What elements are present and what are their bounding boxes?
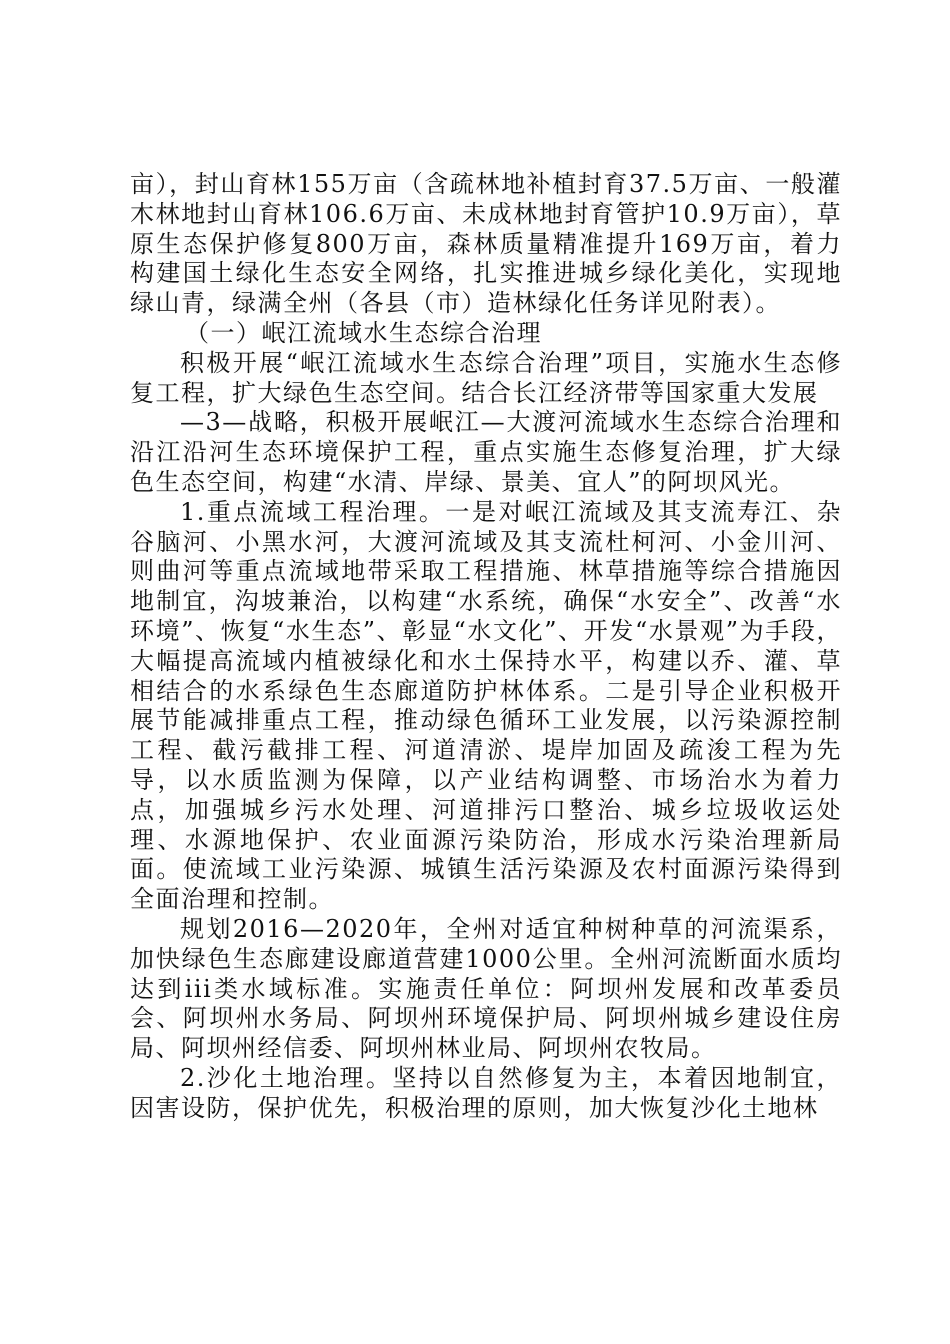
paragraph-strategy: —3—战略，积极开展岷江—大渡河流域水生态综合治理和沿江沿河生态环境保护工程，重点实施生态修复治理，扩大绿色生态空间，构建“水清、岸绿、景美、宜人”的阿坝风光。 [130, 408, 842, 496]
section-heading: （一）岷江流域水生态综合治理 [185, 318, 542, 347]
paragraph-intro: 积极开展“岷江流域水生态综合治理”项目，实施水生态修复工程，扩大绿色生态空间。结合长江经济带等国家重大发展 [130, 348, 842, 407]
paragraph-continuation: 亩），封山育林155万亩（含疏林地补植封育37.5万亩、一般灌木林地封山育林106.6万亩、未成林地封育管护10.9万亩），草原生态保护修复800万亩，森林质量精准提升169万亩，着力构建国土绿化生态安全网络，扎实推进城乡绿化美化，实现地绿山青，绿满全州（各县（市）造林绿化任务详见附表）。 [130, 170, 842, 318]
paragraph-plan: 规划2016—2020年，全州对适宜种树种草的河流渠系，加快绿色生态廊建设廊道营建1000公里。全州河流断面水质均达到iii类水域标准。实施责任单位：阿坝州发展和改革委员会、阿坝州水务局、阿坝州环境保护局、阿坝州城乡建设住房局、阿坝州经信委、阿坝州林业局、阿坝州农牧局。 [130, 914, 842, 1063]
document-body [130, 170, 842, 1124]
paragraph-desertification: 2.沙化土地治理。坚持以自然修复为主，本着因地制宜，因害设防，保护优先，积极治理的原则，加大恢复沙化土地林 [130, 1063, 842, 1122]
paragraph-watershed-treatment: 1.重点流域工程治理。一是对岷江流域及其支流寿江、杂谷脑河、小黑水河，大渡河流域及其支流杜柯河、小金川河、则曲河等重点流域地带采取工程措施、林草措施等综合措施因地制宜，沟坡兼治，以构建“水系统，确保“水安全”、改善“水环境”、恢复“水生态”、彰显“水文化”、开发“水景观”为手段，大幅提高流域内植被绿化和水土保持水平，构建以乔、灌、草相结合的水系绿色生态廊道防护林体系。二是引导企业积极开展节能减排重点工程，推动绿色循环工业发展，以污染源控制工程、截污截排工程、河道清淤、堤岸加固及疏浚工程为先导，以水质监测为保障，以产业结构调整、市场治水为着力点，加强城乡污水处理、河道排污口整治、城乡垃圾收运处理、水源地保护、农业面源污染防治，形成水污染治理新局面。使流域工业污染源、城镇生活污染源及农村面源污染得到全面治理和控制。 [130, 497, 842, 914]
